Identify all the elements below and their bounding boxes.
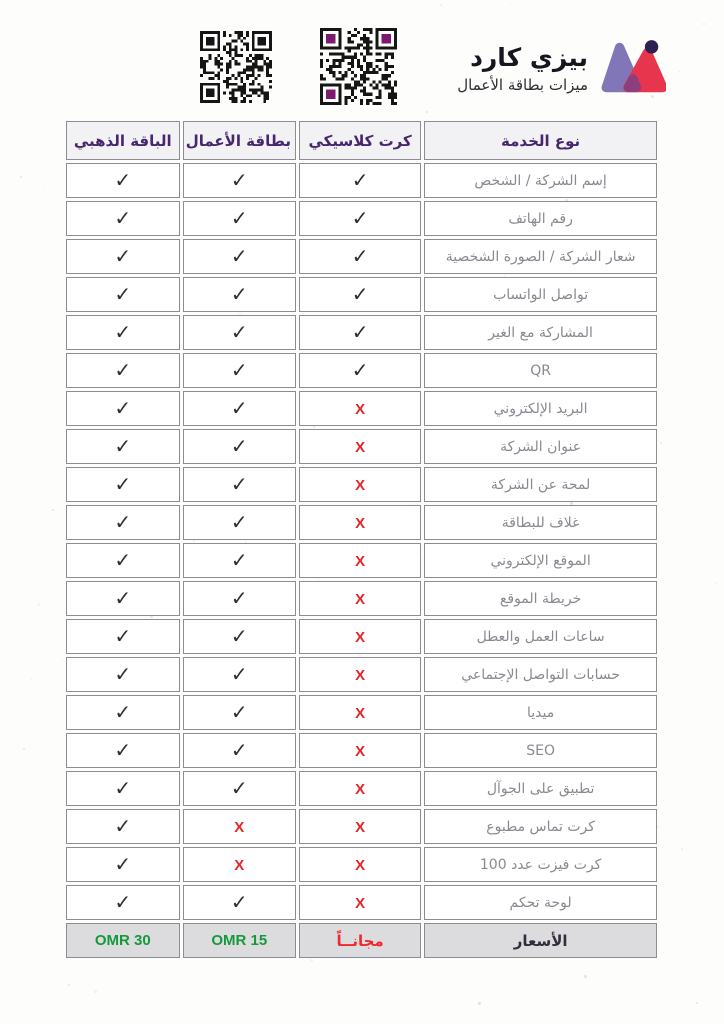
table-row (66, 163, 657, 198)
paper-speck (23, 748, 25, 750)
gold-check-mark-cell (66, 239, 180, 274)
check-icon: ✓ (351, 244, 369, 268)
business-check-mark-cell (183, 429, 296, 464)
service-name-cell: المشاركة مع الغير (424, 315, 657, 350)
table-row (66, 429, 657, 464)
service-name-cell: SEO (424, 733, 657, 768)
paper-speck (703, 23, 705, 25)
check-icon: ✓ (230, 700, 248, 724)
check-icon: ✓ (230, 206, 248, 230)
service-name-cell: رقم الهاتف (424, 201, 657, 236)
check-icon: ✓ (114, 168, 132, 192)
business-check-mark-cell (183, 391, 296, 426)
classic-cross-mark-cell (299, 543, 421, 578)
paper-speck (39, 71, 41, 73)
gold-check-mark-cell (66, 581, 180, 616)
business-check-mark-cell (183, 505, 296, 540)
business-check-mark-cell (183, 543, 296, 578)
bizzy-card-logo-icon (600, 34, 666, 104)
classic-check-mark-cell (299, 315, 421, 350)
table-header-row (66, 121, 657, 160)
paper-speck (34, 718, 35, 719)
check-icon: ✓ (230, 168, 248, 192)
business-check-mark-cell (183, 277, 296, 312)
service-name-cell: تواصل الواتساب (424, 277, 657, 312)
gold-check-mark-cell (66, 733, 180, 768)
check-icon: ✓ (114, 548, 132, 572)
page-title: بيزي كارد (470, 43, 588, 73)
check-icon: ✓ (230, 434, 248, 458)
table-row (66, 505, 657, 540)
table-body (66, 163, 657, 920)
classic-cross-mark-cell (299, 771, 421, 806)
gold-check-mark-cell (66, 695, 180, 730)
page-subtitle: ميزات بطاقة الأعمال (457, 75, 588, 94)
gold-check-mark-cell (66, 771, 180, 806)
column-header-label: نوع الخدمة (424, 121, 657, 160)
classic-check-mark-cell (299, 201, 421, 236)
table-row (66, 467, 657, 502)
classic-cross-mark-cell (299, 505, 421, 540)
paper-speck (20, 176, 22, 178)
check-icon: ✓ (114, 396, 132, 420)
paper-speck (440, 4, 442, 6)
classic-cross-mark-cell (299, 695, 421, 730)
price-cell-business: 15 OMR (183, 923, 296, 958)
paper-speck (715, 583, 716, 584)
check-icon: ✓ (230, 358, 248, 382)
table-row (66, 619, 657, 654)
table-row (66, 391, 657, 426)
service-name-cell: ميديا (424, 695, 657, 730)
service-name-cell: كرت فيزت عدد 100 (424, 847, 657, 882)
check-icon: ✓ (114, 434, 132, 458)
service-name-cell: البريد الإلكتروني (424, 391, 657, 426)
check-icon: ✓ (114, 624, 132, 648)
classic-cross-mark-cell (299, 581, 421, 616)
price-cell-label: الأسعار (424, 923, 657, 958)
brand-text (457, 44, 588, 94)
price-cell-classic: مجانــاً (299, 923, 421, 958)
gold-check-mark-cell (66, 657, 180, 692)
check-icon: ✓ (351, 206, 369, 230)
classic-cross-mark-cell (299, 467, 421, 502)
table-row (66, 581, 657, 616)
business-check-mark-cell (183, 733, 296, 768)
check-icon: ✓ (351, 168, 369, 192)
cross-icon: X (355, 591, 366, 608)
column-header-business: بطاقة الأعمال (183, 121, 296, 160)
table-row (66, 885, 657, 920)
gold-check-mark-cell (66, 885, 180, 920)
service-name-cell: حسابات التواصل الإجتماعي (424, 657, 657, 692)
price-row (66, 923, 657, 958)
check-icon: ✓ (230, 244, 248, 268)
business-check-mark-cell (183, 581, 296, 616)
paper-speck (11, 367, 12, 368)
paper-speck (660, 442, 662, 444)
service-name-cell: شعار الشركة / الصورة الشخصية (424, 239, 657, 274)
check-icon: ✓ (230, 320, 248, 344)
paper-speck (705, 844, 706, 845)
check-icon: ✓ (114, 282, 132, 306)
classic-cross-mark-cell (299, 733, 421, 768)
brand-header (457, 34, 666, 104)
table-row (66, 543, 657, 578)
gold-check-mark-cell (66, 201, 180, 236)
paper-speck (716, 215, 717, 216)
gold-check-mark-cell (66, 467, 180, 502)
cross-icon: X (355, 743, 366, 760)
service-name-cell: خريطة الموقع (424, 581, 657, 616)
paper-speck (94, 990, 97, 993)
cross-icon: X (355, 553, 366, 570)
column-header-gold: الباقة الذهبي (66, 121, 180, 160)
paper-speck (681, 848, 683, 850)
check-icon: ✓ (230, 510, 248, 534)
table-row (66, 771, 657, 806)
check-icon: ✓ (230, 738, 248, 762)
paper-speck (692, 495, 693, 496)
table-row (66, 809, 657, 844)
service-name-cell: الموقع الإلكتروني (424, 543, 657, 578)
gold-check-mark-cell (66, 429, 180, 464)
check-icon: ✓ (114, 358, 132, 382)
price-row (66, 923, 657, 958)
check-icon: ✓ (230, 586, 248, 610)
paper-speck (510, 4, 511, 5)
check-icon: ✓ (114, 776, 132, 800)
check-icon: ✓ (351, 320, 369, 344)
service-name-cell: QR (424, 353, 657, 388)
cross-icon: X (355, 629, 366, 646)
paper-speck (696, 1002, 698, 1004)
service-name-cell: غلاف للبطاقة (424, 505, 657, 540)
check-icon: ✓ (114, 472, 132, 496)
cross-icon: X (234, 857, 245, 874)
check-icon: ✓ (114, 320, 132, 344)
check-icon: ✓ (230, 396, 248, 420)
paper-speck (30, 678, 32, 680)
classic-cross-mark-cell (299, 885, 421, 920)
paper-speck (426, 111, 428, 113)
cross-icon: X (355, 705, 366, 722)
paper-speck (64, 1011, 65, 1012)
classic-cross-mark-cell (299, 809, 421, 844)
paper-speck (478, 1002, 481, 1005)
table-row (66, 657, 657, 692)
service-name-cell: لمحة عن الشركة (424, 467, 657, 502)
check-icon: ✓ (230, 624, 248, 648)
service-name-cell: إسم الشركة / الشخص (424, 163, 657, 198)
service-name-cell: لوحة تحكم (424, 885, 657, 920)
paper-speck (37, 567, 38, 568)
business-check-mark-cell (183, 201, 296, 236)
business-check-mark-cell (183, 353, 296, 388)
classic-check-mark-cell (299, 239, 421, 274)
gold-check-mark-cell (66, 353, 180, 388)
cross-icon: X (355, 515, 366, 532)
service-name-cell: كرت تماس مطبوع (424, 809, 657, 844)
paper-speck (679, 71, 680, 72)
business-check-mark-cell (183, 695, 296, 730)
paper-speck (127, 79, 129, 81)
classic-check-mark-cell (299, 163, 421, 198)
gold-check-mark-cell (66, 391, 180, 426)
business-cross-mark-cell (183, 809, 296, 844)
table-row (66, 315, 657, 350)
table-row (66, 695, 657, 730)
gold-check-mark-cell (66, 847, 180, 882)
check-icon: ✓ (114, 890, 132, 914)
paper-speck (680, 969, 681, 970)
service-name-cell: تطبيق على الجوآل (424, 771, 657, 806)
business-check-mark-cell (183, 315, 296, 350)
check-icon: ✓ (114, 206, 132, 230)
business-check-mark-cell (183, 771, 296, 806)
business-check-mark-cell (183, 467, 296, 502)
gold-check-mark-cell (66, 543, 180, 578)
check-icon: ✓ (114, 738, 132, 762)
check-icon: ✓ (230, 890, 248, 914)
table-row (66, 201, 657, 236)
paper-speck (52, 509, 54, 511)
gold-check-mark-cell (66, 619, 180, 654)
classic-cross-mark-cell (299, 657, 421, 692)
cross-icon: X (355, 667, 366, 684)
paper-speck (44, 189, 45, 190)
classic-check-mark-cell (299, 277, 421, 312)
gold-check-mark-cell (66, 809, 180, 844)
paper-speck (68, 984, 70, 986)
service-name-cell: ساعات العمل والعطل (424, 619, 657, 654)
business-check-mark-cell (183, 163, 296, 198)
gold-check-mark-cell (66, 277, 180, 312)
check-icon: ✓ (230, 776, 248, 800)
business-cross-mark-cell (183, 847, 296, 882)
business-check-mark-cell (183, 885, 296, 920)
classic-cross-mark-cell (299, 391, 421, 426)
check-icon: ✓ (230, 282, 248, 306)
check-icon: ✓ (114, 700, 132, 724)
service-name-cell: عنوان الشركة (424, 429, 657, 464)
cross-icon: X (355, 781, 366, 798)
check-icon: ✓ (114, 244, 132, 268)
business-check-mark-cell (183, 657, 296, 692)
table-row (66, 847, 657, 882)
check-icon: ✓ (114, 662, 132, 686)
cross-icon: X (355, 857, 366, 874)
table-row (66, 733, 657, 768)
table-row (66, 353, 657, 388)
cross-icon: X (234, 819, 245, 836)
feature-comparison-table (63, 118, 660, 961)
paper-speck (661, 119, 663, 121)
check-icon: ✓ (114, 510, 132, 534)
paper-speck (37, 603, 40, 606)
cross-icon: X (355, 895, 366, 912)
classic-cross-mark-cell (299, 619, 421, 654)
cross-icon: X (355, 401, 366, 418)
check-icon: ✓ (351, 282, 369, 306)
business-check-mark-cell (183, 239, 296, 274)
paper-speck (584, 975, 587, 978)
check-icon: ✓ (351, 358, 369, 382)
check-icon: ✓ (114, 814, 132, 838)
qr-code-purple-icon (320, 28, 397, 105)
classic-cross-mark-cell (299, 847, 421, 882)
classic-check-mark-cell (299, 353, 421, 388)
gold-check-mark-cell (66, 163, 180, 198)
gold-check-mark-cell (66, 315, 180, 350)
paper-speck (59, 786, 60, 787)
column-header-classic: كرت كلاسيكي (299, 121, 421, 160)
check-icon: ✓ (230, 472, 248, 496)
table-row (66, 239, 657, 274)
business-check-mark-cell (183, 619, 296, 654)
check-icon: ✓ (114, 852, 132, 876)
price-cell-gold: 30 OMR (66, 923, 180, 958)
cross-icon: X (355, 819, 366, 836)
check-icon: ✓ (230, 662, 248, 686)
check-icon: ✓ (230, 548, 248, 572)
classic-cross-mark-cell (299, 429, 421, 464)
table-header-row (66, 121, 657, 160)
cross-icon: X (355, 439, 366, 456)
table-row (66, 277, 657, 312)
qr-code-black-icon (200, 31, 272, 103)
check-icon: ✓ (114, 586, 132, 610)
gold-check-mark-cell (66, 505, 180, 540)
cross-icon: X (355, 477, 366, 494)
